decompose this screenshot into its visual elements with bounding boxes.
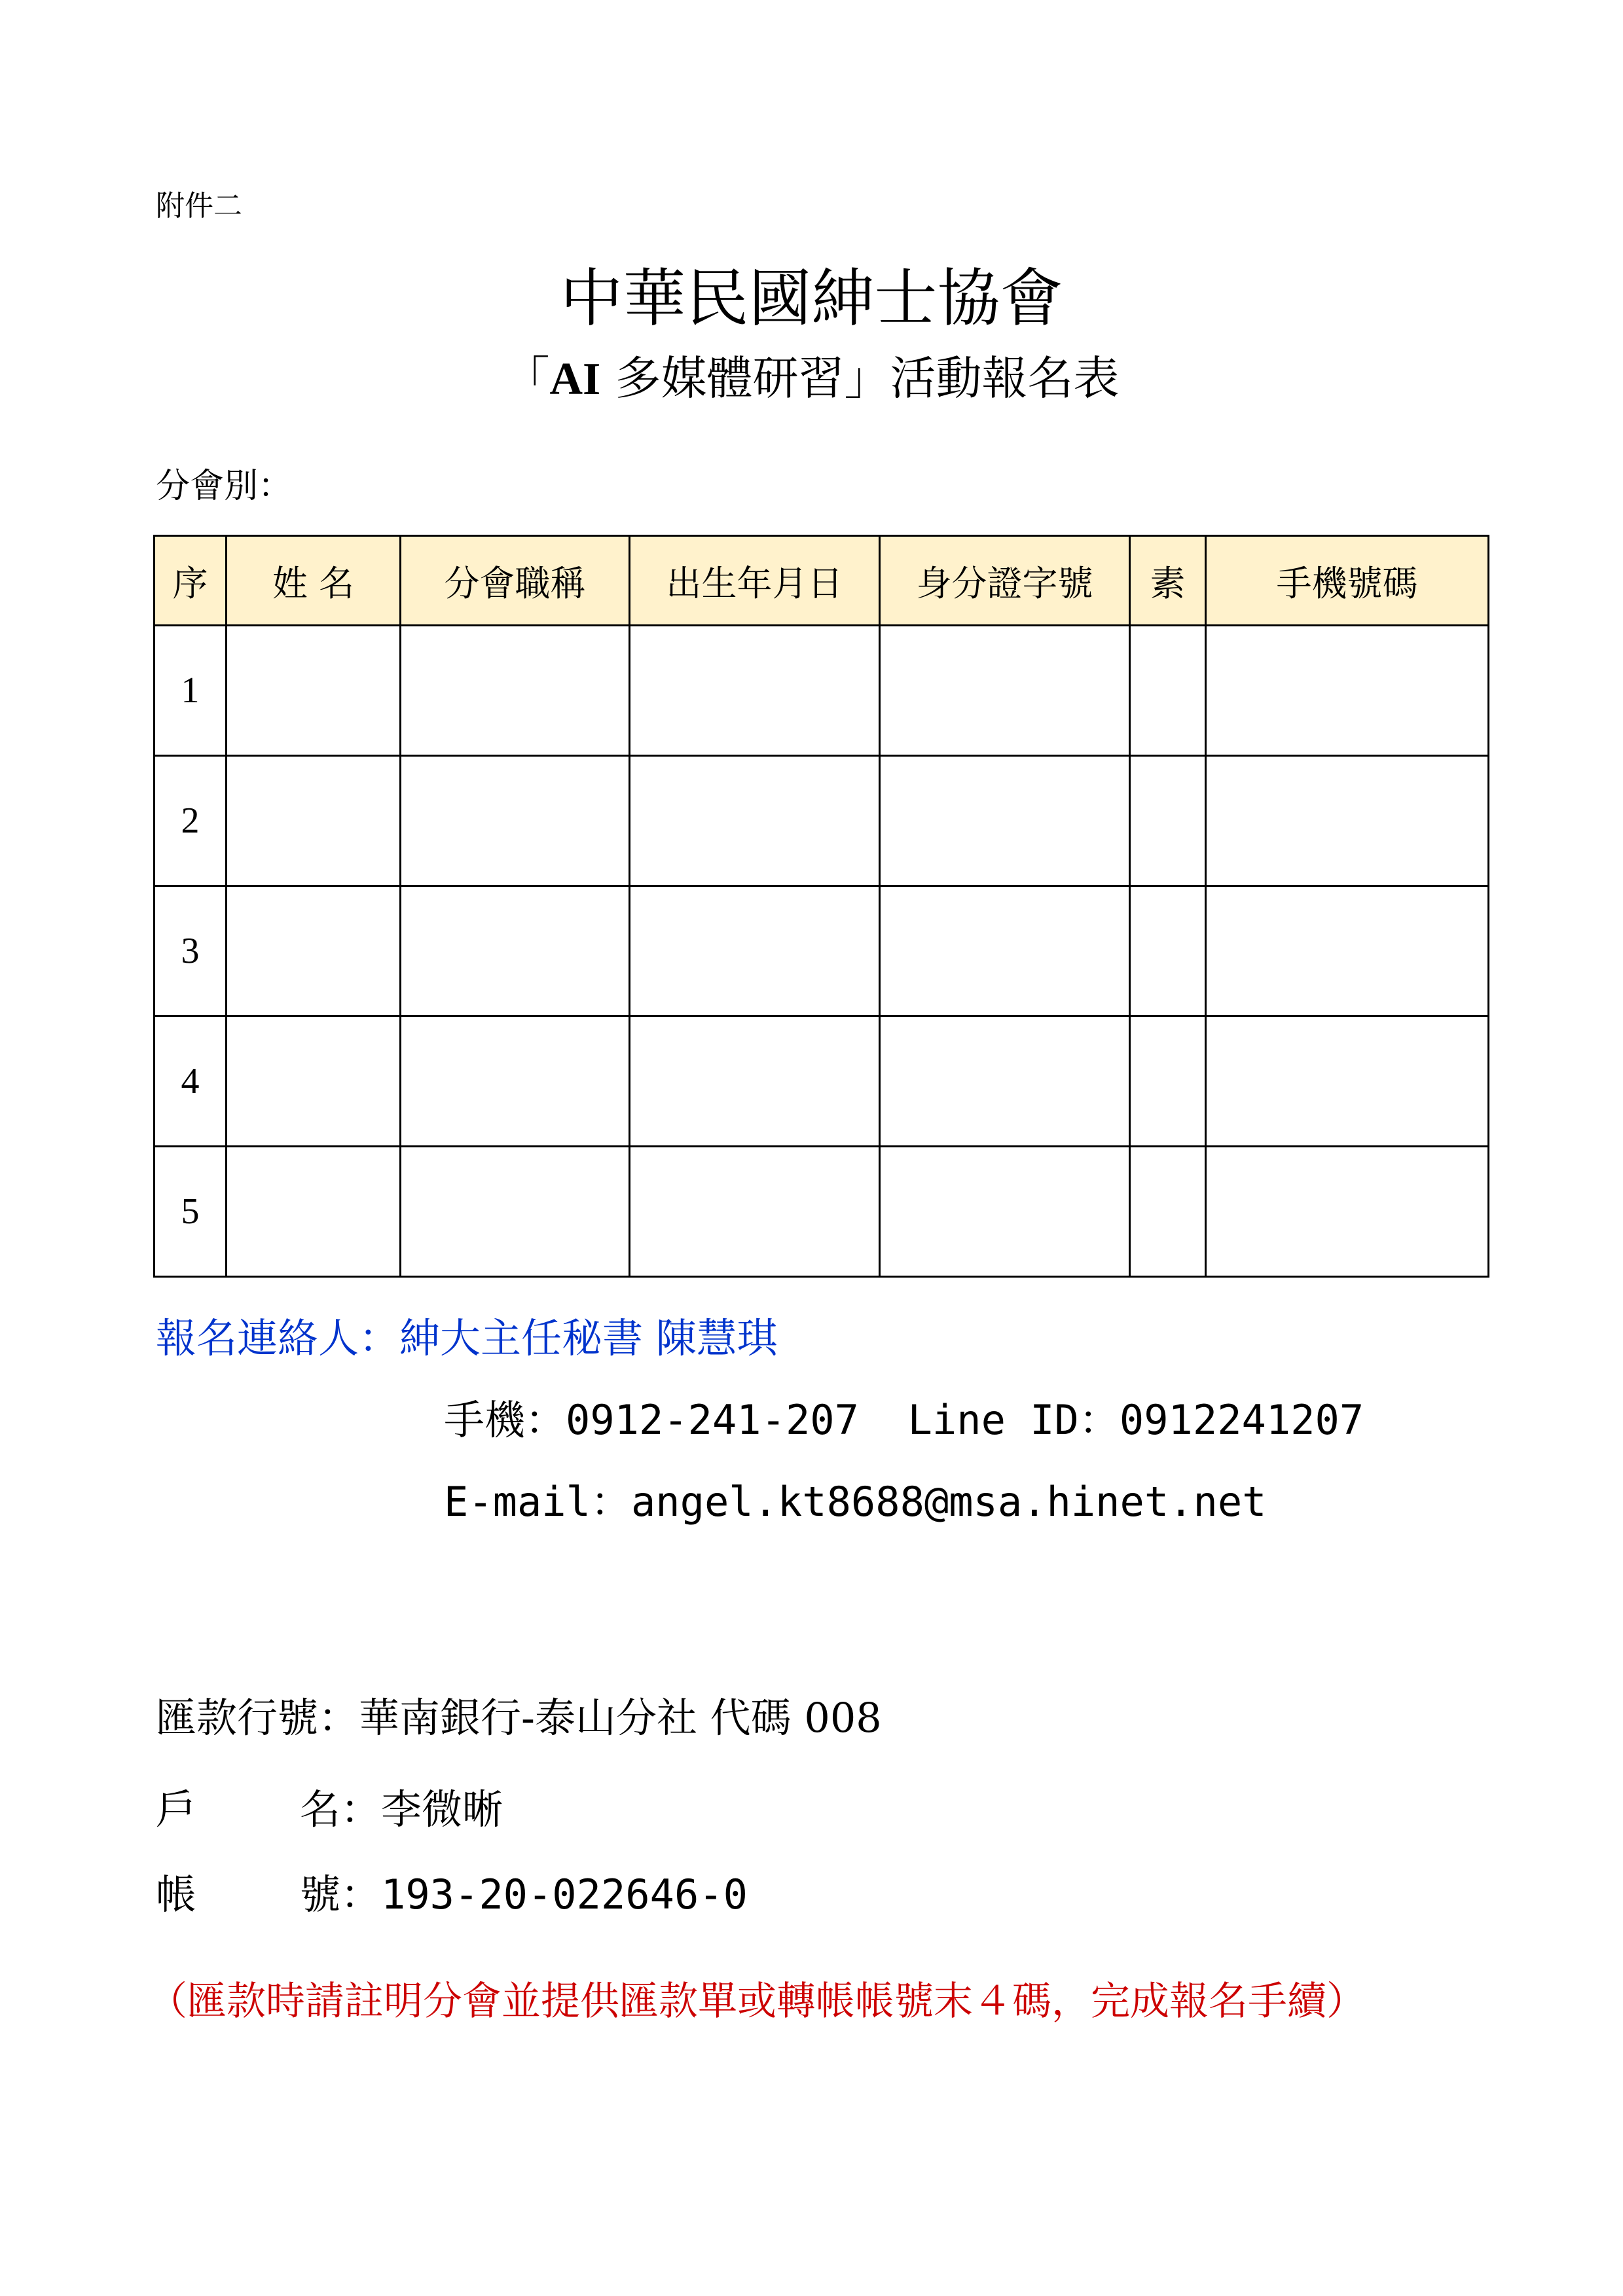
remittance-note: （匯款時請註明分會並提供匯款單或轉帳帳號末４碼，完成報名手續）: [148, 1979, 1366, 2024]
email-label: E-mail：: [444, 1478, 631, 1526]
event-title-open-quote: 「: [503, 351, 550, 405]
mobile-cell[interactable]: [1206, 756, 1489, 886]
table-row: [155, 626, 1489, 756]
id-number-cell[interactable]: [880, 886, 1130, 1016]
row-seq: 1: [155, 626, 227, 756]
vegetarian-cell[interactable]: [1130, 1147, 1206, 1277]
account-value: 193-20-022646-0: [381, 1871, 748, 1918]
header-vegetarian: 素: [1130, 536, 1206, 626]
vegetarian-cell[interactable]: [1130, 756, 1206, 886]
birthdate-cell[interactable]: [630, 886, 880, 1016]
account-holder-line: [156, 1777, 503, 1835]
mobile-value: 0912-241-207 Line ID：0912241207: [566, 1396, 1364, 1444]
table-row: [155, 756, 1489, 886]
mobile-cell[interactable]: [1206, 626, 1489, 756]
row-seq: 2: [155, 756, 227, 886]
header-id-number: 身分證字號: [880, 536, 1130, 626]
contact-phone-line: [444, 1388, 1364, 1446]
name-cell[interactable]: [227, 626, 401, 756]
name-cell[interactable]: [227, 756, 401, 886]
organization-title: 中華民國紳士協會: [560, 262, 1063, 335]
mobile-label: 手機：: [444, 1396, 566, 1444]
event-title-ai: AI: [549, 354, 601, 404]
branch-title-cell[interactable]: [401, 886, 630, 1016]
header-birthdate: 出生年月日: [630, 536, 880, 626]
birthdate-cell[interactable]: [630, 1016, 880, 1147]
event-title: [0, 342, 1623, 408]
name-cell[interactable]: [227, 1147, 401, 1277]
branch-title-cell[interactable]: [401, 756, 630, 886]
id-number-cell[interactable]: [880, 1016, 1130, 1147]
mobile-cell[interactable]: [1206, 886, 1489, 1016]
id-number-cell[interactable]: [880, 626, 1130, 756]
account-number-line: [156, 1862, 748, 1920]
table-row: [155, 1147, 1489, 1277]
id-number-cell[interactable]: [880, 1147, 1130, 1277]
header-seq: 序: [155, 536, 227, 626]
bank-value: 華南銀行-泰山分社 代碼 008: [359, 1694, 882, 1742]
branch-title-cell[interactable]: [401, 626, 630, 756]
birthdate-cell[interactable]: [630, 756, 880, 886]
contact-email-line: [444, 1469, 1266, 1528]
branch-label: 分會別：: [156, 467, 293, 506]
attachment-label: 附件二: [156, 189, 242, 223]
holder-value: 李微晰: [381, 1785, 503, 1833]
id-number-cell[interactable]: [880, 756, 1130, 886]
registration-table: [153, 535, 1489, 1278]
row-seq: 3: [155, 886, 227, 1016]
birthdate-cell[interactable]: [630, 626, 880, 756]
table-row: [155, 1016, 1489, 1147]
bank-label: 匯款行號：: [156, 1694, 359, 1742]
name-cell[interactable]: [227, 1016, 401, 1147]
contact-person: 報名連絡人：紳大主任秘書 陳慧琪: [156, 1314, 778, 1362]
branch-title-cell[interactable]: [401, 1016, 630, 1147]
header-mobile: 手機號碼: [1206, 536, 1489, 626]
header-name: 姓 名: [227, 536, 401, 626]
event-title-name: 多媒體研習: [600, 351, 845, 405]
email-value: angel.kt8688@msa.hinet.net: [630, 1478, 1267, 1526]
holder-suffix: 名：: [300, 1785, 382, 1833]
branch-title-cell[interactable]: [401, 1147, 630, 1277]
table-row: [155, 886, 1489, 1016]
birthdate-cell[interactable]: [630, 1147, 880, 1277]
holder-label: 戶: [156, 1785, 197, 1833]
header-branch-title: 分會職稱: [401, 536, 630, 626]
vegetarian-cell[interactable]: [1130, 1016, 1206, 1147]
mobile-cell[interactable]: [1206, 1147, 1489, 1277]
vegetarian-cell[interactable]: [1130, 886, 1206, 1016]
event-title-suffix: 」活動報名表: [844, 351, 1120, 405]
name-cell[interactable]: [227, 886, 401, 1016]
row-seq: 5: [155, 1147, 227, 1277]
bank-line: [156, 1685, 882, 1744]
mobile-cell[interactable]: [1206, 1016, 1489, 1147]
account-suffix: 號：: [300, 1871, 382, 1918]
row-seq: 4: [155, 1016, 227, 1147]
vegetarian-cell[interactable]: [1130, 626, 1206, 756]
account-label: 帳: [156, 1871, 197, 1918]
table-header-row: [155, 536, 1489, 626]
